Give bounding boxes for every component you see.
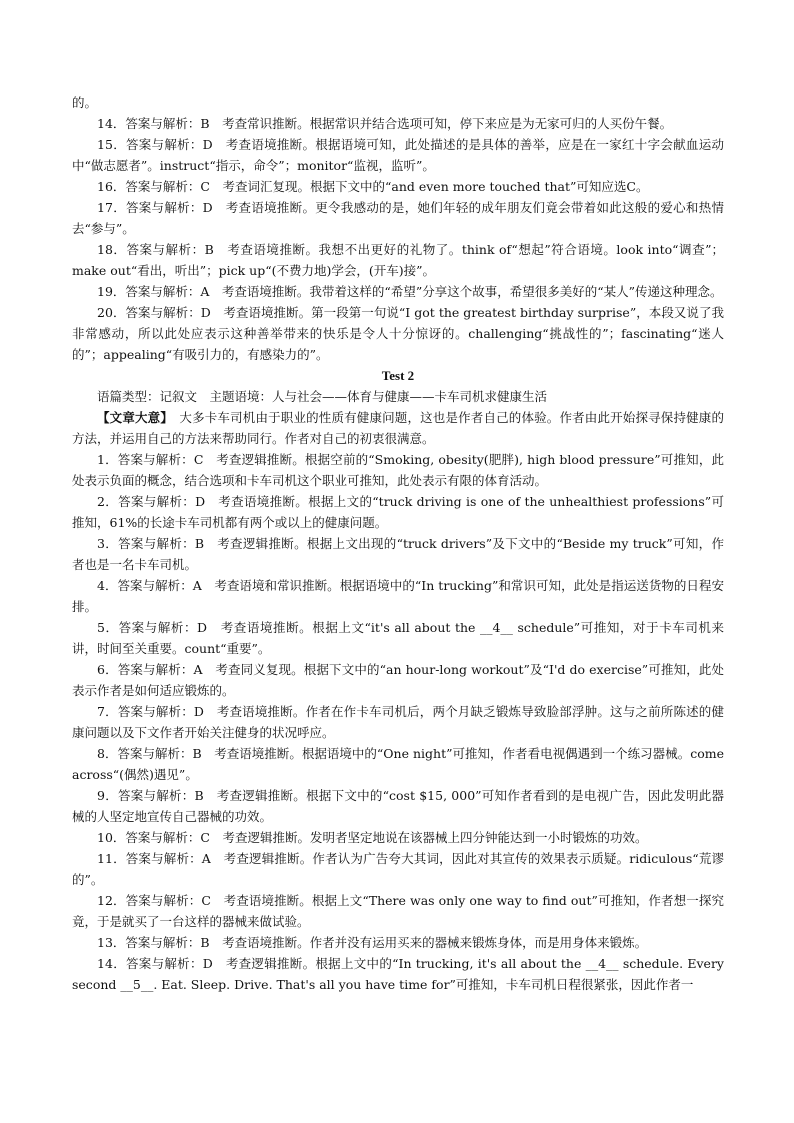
continuation-line: 的。 [72,95,98,110]
answer-2: 2．答案与解析：D 考查语境推断。根据上文的“truck driving is one of the unhealthiest professions”可推知，61%的长途卡车司机都有两个或以上的健康问题。 [72,494,724,530]
answer-16: 16．答案与解析：C 考查词汇复现。根据下文中的“and even more touched that”可知应选C。 [97,179,649,194]
summary [72,407,724,449]
genre-line: 语篇类型：记叙文 主题语境：人与社会——体育与健康——卡车司机求健康生活 [97,389,548,404]
answer-14-test2: 14．答案与解析：D 考查逻辑推断。根据上文中的“In trucking, it's all about the __4__ schedule. Every second __5__. Eat. Sleep. Drive. That's all you have time for”可推知，卡车司机日程很紧张，因此作者一 [72,956,724,992]
answer-5: 5．答案与解析：D 考查语境推断。根据上文“it's all about the __4__ schedule”可推知，对于卡车司机来讲，时间至关重要。count“重要”。 [72,620,724,656]
summary-label: 【文章大意】 [97,410,167,425]
summary-text: 大多卡车司机由于职业的性质有健康问题，这也是作者自己的体验。作者由此开始探寻保持健康的方法，并运用自己的方法来帮助同行。作者对自己的初衷很满意。 [72,410,724,446]
answer-10: 10．答案与解析：C 考查逻辑推断。发明者坚定地说在该器械上四分钟能达到一小时锻炼的功效。 [97,830,648,845]
answer-4: 4．答案与解析：A 考查语境和常识推断。根据语境中的“In trucking”和常识可知，此处是指运送货物的日程安排。 [72,578,724,614]
answer-8: 8．答案与解析：B 考查语境推断。根据语境中的“One night”可推知，作者看电视偶遇到一个练习器械。come across“(偶然)遇见”。 [72,746,724,782]
answer-1: 1．答案与解析：C 考查逻辑推断。根据空前的“Smoking, obesity(肥胖), high blood pressure”可推知，此处表示负面的概念，结合选项和卡车司机这个职业可推知，此处表示有限的体育活动。 [72,452,724,488]
answer-key-page [72,92,724,995]
answer-13: 13．答案与解析：B 考查语境推断。作者并没有运用买来的器械来锻炼身体，而是用身体来锻炼。 [97,935,648,950]
answer-19: 19．答案与解析：A 考查语境推断。我带着这样的“希望”分享这个故事，希望很多美好的“某人”传递这种理念。 [97,284,723,299]
answer-17: 17．答案与解析：D 考查语境推断。更令我感动的是，她们年轻的成年朋友们竟会带着如此这般的爱心和热情去“参与”。 [72,200,724,236]
answer-7: 7．答案与解析：D 考查语境推断。作者在作卡车司机后，两个月缺乏锻炼导致脸部浮肿。这与之前所陈述的健康问题以及下文作者开始关注健身的状况呼应。 [72,704,724,740]
answer-18: 18．答案与解析：B 考查语境推断。我想不出更好的礼物了。think of“想起”符合语境。look into“调查”；make out“看出，听出”；pick up“(不费力地)学会，(开车)接”。 [72,242,724,278]
answer-6: 6．答案与解析：A 考查同义复现。根据下文中的“an hour-long workout”及“I'd do exercise”可推知，此处表示作者是如何适应锻炼的。 [72,662,724,698]
answer-15: 15．答案与解析：D 考查语境推断。根据语境可知，此处描述的是具体的善举，应是在一家红十字会献血运动中“做志愿者”。instruct“指示，命令”；monitor“监视，监听”。 [72,137,724,173]
answer-12: 12．答案与解析：C 考查语境推断。根据上文“There was only one way to find out”可推知，作者想一探究竟，于是就买了一台这样的器械来做试验。 [72,893,724,929]
answer-14: 14．答案与解析：B 考查常识推断。根据常识并结合选项可知，停下来应是为无家可归的人买份午餐。 [97,116,673,131]
answer-3: 3．答案与解析：B 考查逻辑推断。根据上文出现的“truck drivers”及下文中的“Beside my truck”可知，作者也是一名卡车司机。 [72,536,724,572]
answer-20: 20．答案与解析：D 考查语境推断。第一段第一句说“I got the greatest birthday surprise”，本段又说了我非常感动，所以此处应表示这种善举带来的快乐是令人十分惊讶的。challenging“挑战性的”；fascinating“迷人的”；appealing“有吸引力的，有感染力的”。 [72,305,724,362]
test-title: Test 2 [381,368,415,383]
answer-9: 9．答案与解析：B 考查逻辑推断。根据下文中的“cost $15, 000”可知作者看到的是电视广告，因此发明此器械的人坚定地宣传自己器械的功效。 [72,788,724,824]
answer-11: 11．答案与解析：A 考查逻辑推断。作者认为广告夸大其词，因此对其宣传的效果表示质疑。ridiculous“荒谬的”。 [72,851,724,887]
